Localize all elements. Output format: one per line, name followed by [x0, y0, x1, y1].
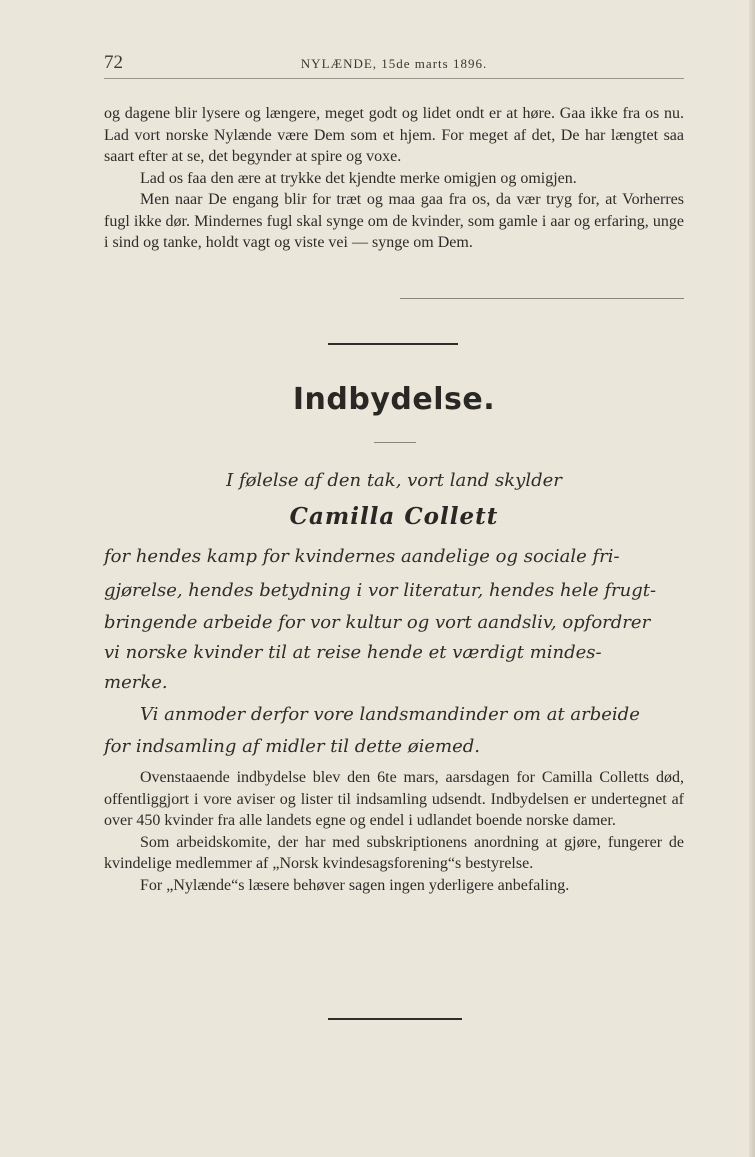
report-paragraph: For „Nylænde“s læsere behøver sagen ingen yderligere anbefaling. — [140, 876, 570, 894]
invitation-line: for hendes kamp for kvindernes aandelige og sociale fri- — [104, 546, 620, 567]
page-number: 72 — [104, 52, 123, 73]
honoree-name: Camilla Collett — [289, 503, 499, 530]
faint-rule — [400, 298, 684, 299]
invitation-line: merke. — [104, 672, 168, 693]
report-paragraph: Som arbeidskomite, der har med subskriptionens anordning at gjøre, fungerer de kvindelige medlemmer af „Norsk kvindesagsforening“s bestyrelse. — [104, 833, 684, 872]
invitation-line: vi norske kvinder til at reise hende et værdigt mindes- — [104, 642, 602, 663]
article-title: Indbydelse. — [292, 382, 496, 417]
report-paragraph: Ovenstaaende indbydelse blev den 6te mars, aarsdagen for Camilla Colletts død, offentliggjort i vore aviser og lister til indsamling udsendt. Indbydelsen er undertegnet af over 450 kvinder fra alle landets egne og endel i udlandet boende norske damer. — [104, 769, 684, 829]
letter-paragraph: Men naar De engang blir for træt og maa gaa fra os, da vær tryg for, at Vorherres fugl ikke dør. Mindernes fugl skal synge om de kvinder, som gamle i aar og erfaring, unge i sind og tanke, holdt vagt og viste vei — synge om Dem. — [104, 191, 684, 251]
page-edge — [749, 0, 755, 1157]
invitation-opening: I følelse af den tak, vort land skylder — [226, 470, 562, 491]
running-head: NYLÆNDE, 15de marts 1896. — [300, 56, 488, 71]
invitation-request-line: for indsamling af midler til dette øiemed. — [104, 736, 480, 757]
report-text — [104, 767, 684, 896]
closing-divider — [328, 1018, 462, 1020]
letter-paragraph: Lad os faa den ære at trykke det kjendte merke omigjen og omigjen. — [140, 169, 577, 187]
section-divider — [328, 343, 458, 345]
invitation-request-line: Vi anmoder derfor vore landsmandinder om at arbeide — [140, 704, 640, 725]
invitation-line: bringende arbeide for vor kultur og vort aandsliv, opfordrer — [104, 612, 651, 633]
title-underline — [374, 442, 416, 443]
invitation-line: gjørelse, hendes betydning i vor literatur, hendes hele frugt- — [104, 580, 657, 601]
page-header — [104, 52, 684, 79]
letter-paragraph: og dagene blir lysere og længere, meget godt og lidet ondt er at høre. Gaa ikke fra os nu. Lad vort norske Nylænde være Dem som et hjem. For meget af det, De har længtet saa saart efter at se, det begynder at spire og voxe. — [104, 105, 684, 165]
letter-closing — [104, 103, 684, 254]
